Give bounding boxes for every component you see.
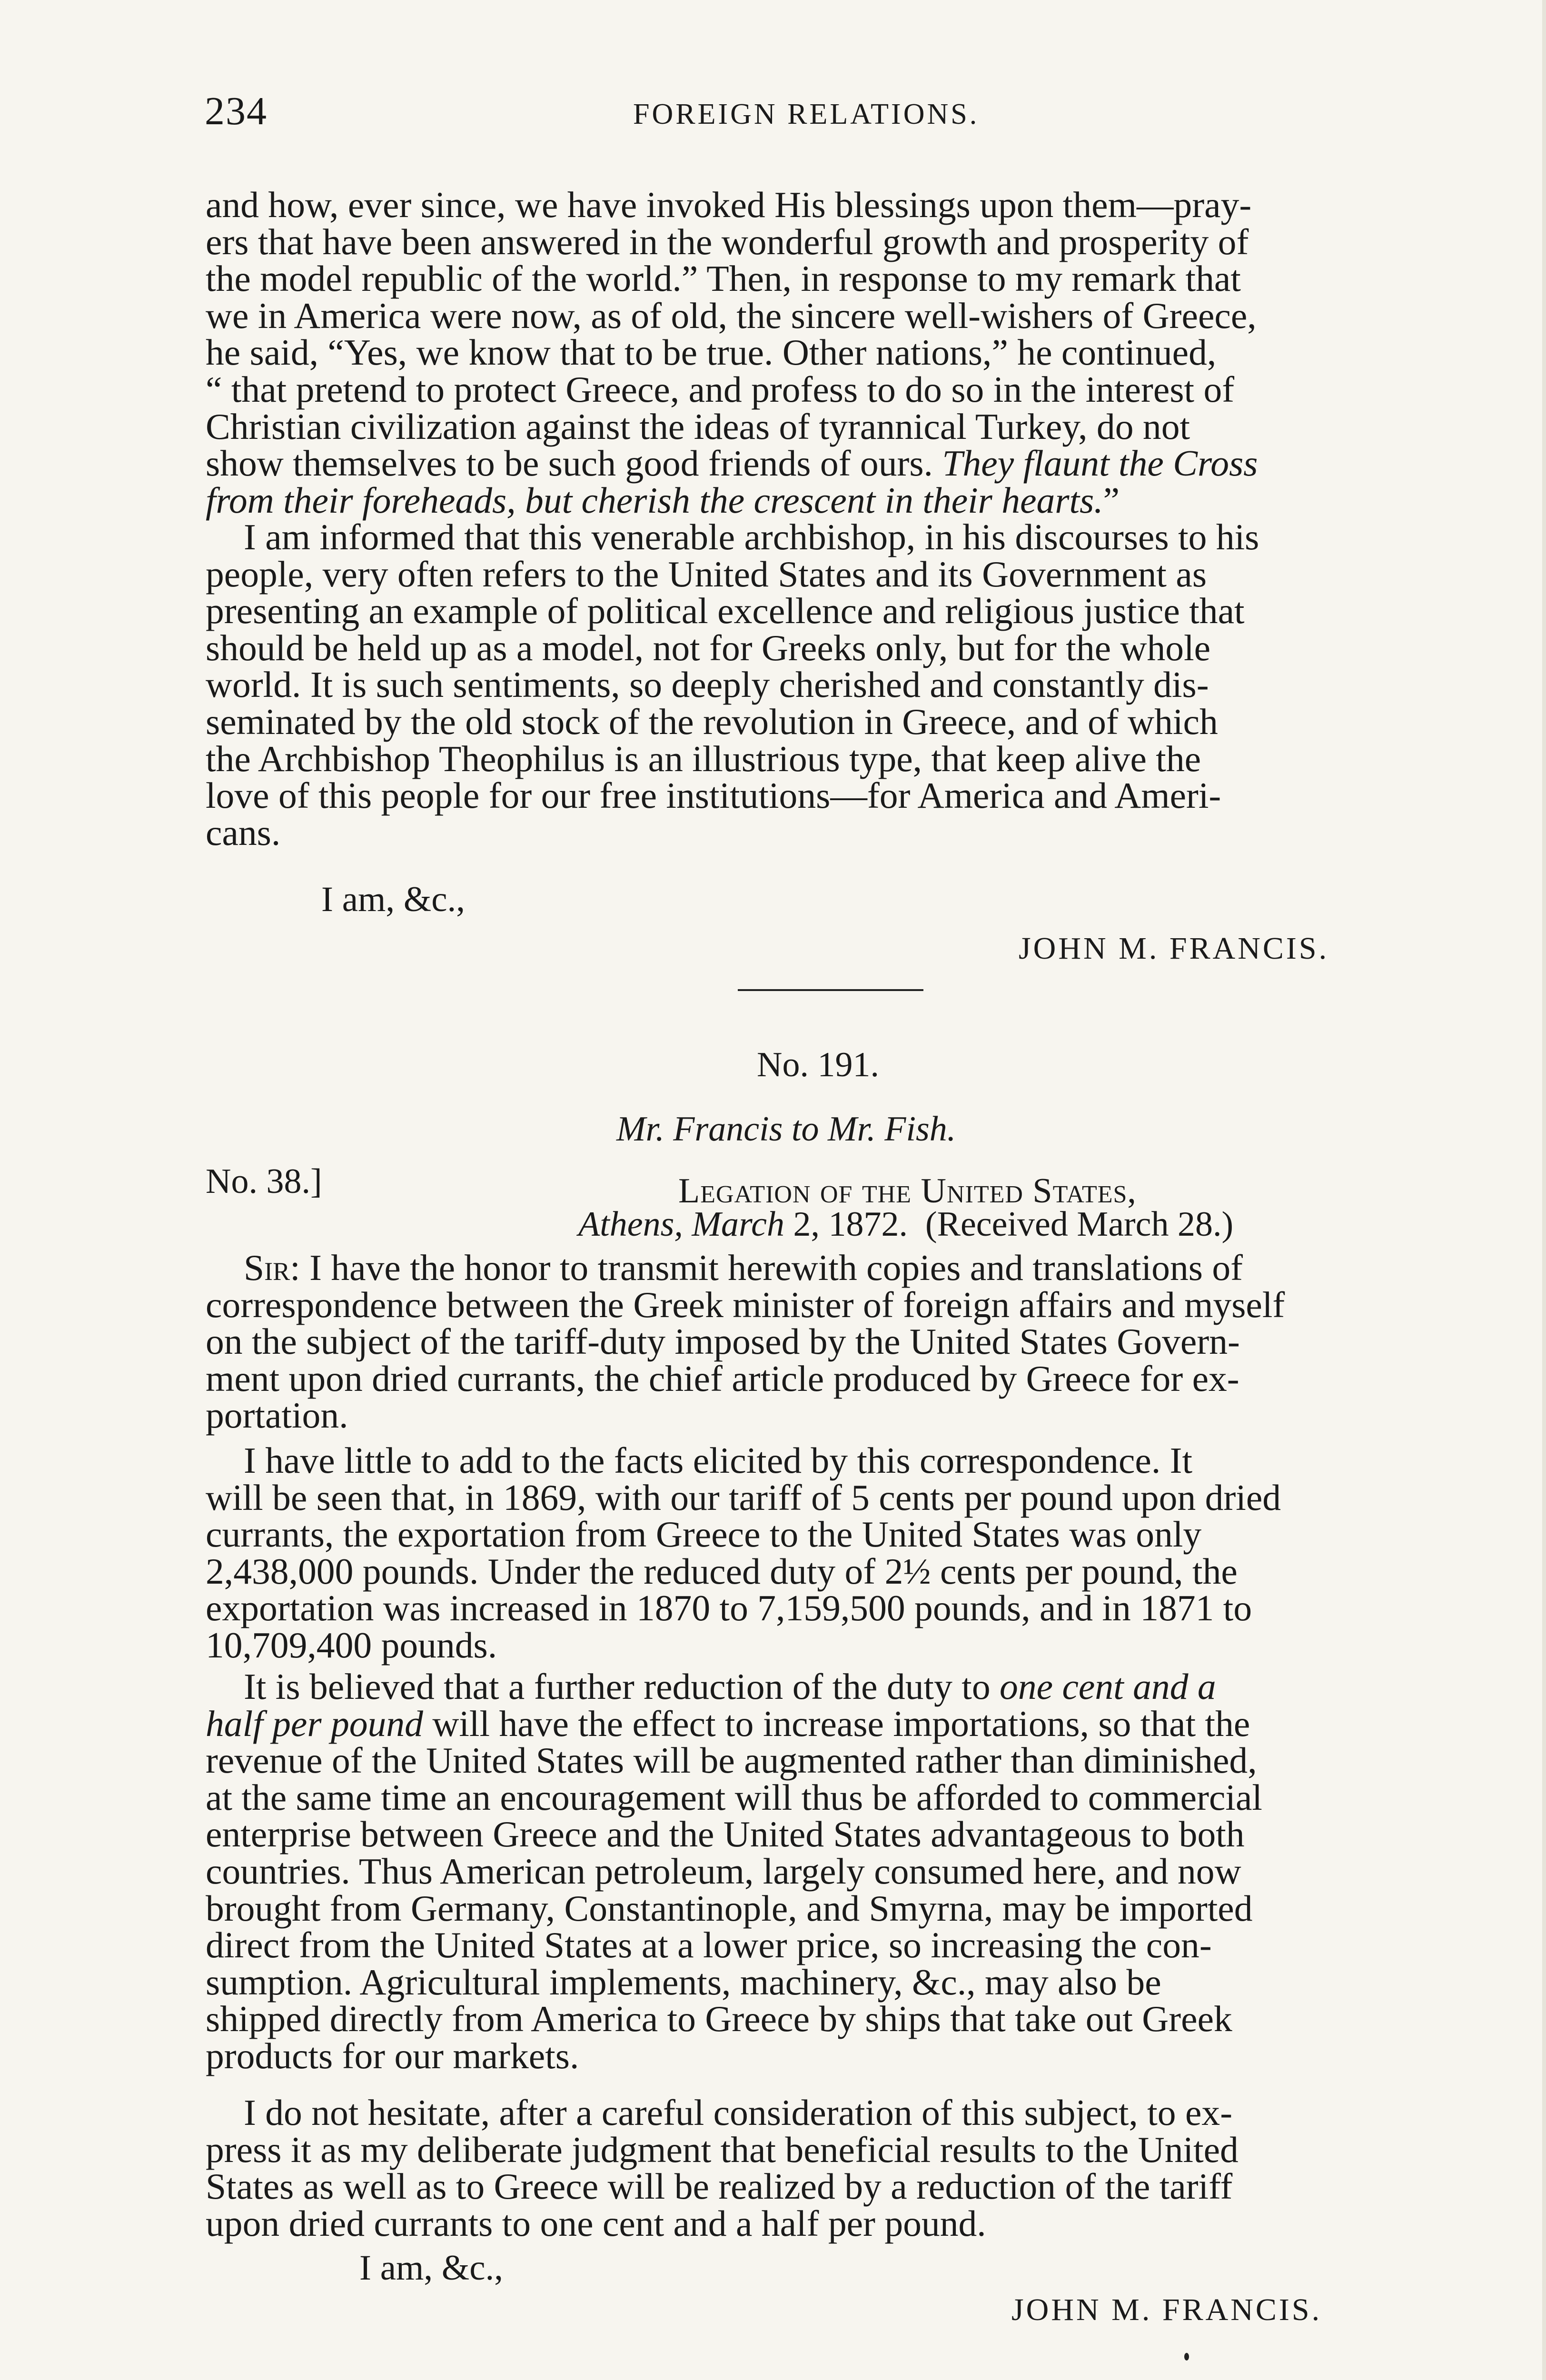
text-line: we in America were now, as of old, the sincere well-wishers of Greece, [206, 295, 1257, 336]
text-line: presenting an example of political excellence and religious justice that [206, 590, 1245, 632]
text-line: currants, the exportation from Greece to the United States was only [206, 1514, 1202, 1555]
text-line: the model republic of the world.” Then, in response to my remark that [206, 258, 1241, 299]
text-line: upon dried currants to one cent and a half per pound. [206, 2202, 986, 2244]
text-segment: : I have the honor to transmit herewith copies and translations of [290, 1247, 1243, 1288]
scan-edge [1542, 0, 1546, 2380]
text-line: seminated by the old stock of the revolution in Greece, and of which [206, 701, 1218, 742]
text-line: products for our markets. [206, 2035, 579, 2076]
letter1-signature: JOHN M. FRANCIS. [1019, 931, 1329, 966]
text-line: sumption. Agricultural implements, machinery, &c., may also be [206, 1961, 1161, 2003]
letter1-paragraph-2 [206, 516, 1450, 853]
text-line: ment upon dried currants, the chief article produced by Greece for ex- [206, 1358, 1239, 1399]
text-line: and how, ever since, we have invoked His blessings upon them—pray- [206, 184, 1252, 225]
document-number: No. 191. [757, 1045, 879, 1084]
text-line: exportation was increased in 1870 to 7,159,500 pounds, and in 1871 to [206, 1587, 1252, 1629]
text-line: he said, “Yes, we know that to be true. Other nations,” he continued, [206, 332, 1217, 373]
dateline [578, 1204, 1233, 1245]
italic-quote: They flaunt the Cross [942, 443, 1258, 484]
salutation: Sir [244, 1247, 290, 1288]
letter2-paragraph-3 [206, 1668, 1450, 2075]
text-line: cans. [206, 812, 281, 853]
text-line: at the same time an encouragement will thus be afforded to commercial [206, 1776, 1262, 1818]
section-divider [738, 989, 923, 991]
text-line: ers that have been answered in the wonderful growth and prosperity of [206, 221, 1249, 262]
text-line: enterprise between Greece and the United States advantageous to both [206, 1814, 1245, 1855]
text-line [206, 1247, 1450, 1288]
text-line: 10,709,400 pounds. [206, 1624, 497, 1666]
running-head [205, 88, 1452, 140]
italic-phrase: one cent and a [1000, 1666, 1216, 1707]
text-line: love of this people for our free institutions—for America and Ameri- [206, 775, 1221, 816]
text-line: correspondence between the Greek minister of foreign affairs and myself [206, 1284, 1285, 1325]
text-line [206, 479, 1450, 521]
letter2-paragraph-2 [206, 1442, 1450, 1664]
text-line: I am informed that this venerable archbishop, in his discourses to his [244, 516, 1259, 557]
italic-phrase: half per pound [206, 1703, 423, 1744]
despatch-number: No. 38.] [206, 1162, 322, 1201]
text-line: I have little to add to the facts elicited by this correspondence. It [244, 1440, 1193, 1481]
text-line: will be seen that, in 1869, with our tariff of 5 cents per pound upon dried [206, 1477, 1281, 1518]
text-line: revenue of the United States will be augmented rather than diminished, [206, 1740, 1257, 1781]
text-segment: will have the effect to increase importations, so that the [423, 1703, 1250, 1744]
page-number: 234 [205, 89, 268, 133]
text-line: 2,438,000 pounds. Under the reduced duty of 2½ cents per pound, the [206, 1550, 1238, 1592]
italic-quote: from their foreheads, but cherish the crescent in their hearts. [206, 479, 1103, 521]
document-heading: Mr. Francis to Mr. Fish. [616, 1110, 956, 1149]
text-line: direct from the United States at a lower price, so increasing the con- [206, 1924, 1212, 1966]
letter2-paragraph-4 [206, 2094, 1450, 2242]
date-place: Athens, March [578, 1205, 784, 1244]
text-line: “ that pretend to protect Greece, and profess to do so in the interest of [206, 368, 1235, 410]
text-segment: show themselves to be such good friends of ours. [206, 443, 942, 484]
text-line: world. It is such sentiments, so deeply cherished and constantly dis- [206, 664, 1209, 705]
text-segment: It is believed that a further reduction of the duty to [244, 1666, 1000, 1707]
text-line: on the subject of the tariff-duty imposed by the United States Govern- [206, 1321, 1240, 1362]
ink-speck [1184, 2353, 1189, 2360]
text-segment: ” [1103, 479, 1120, 521]
letter1-paragraph-1 [206, 184, 1450, 521]
text-line [206, 445, 1450, 482]
letter2-closing: I am, &c., [359, 2248, 503, 2288]
text-line: countries. Thus American petroleum, largely consumed here, and now [206, 1850, 1241, 1892]
legation-line: Legation of the United States, [678, 1171, 1137, 1210]
text-line: press it as my deliberate judgment that beneficial results to the United [206, 2129, 1239, 2170]
text-line: shipped directly from America to Greece by ships that take out Greek [206, 1998, 1232, 2040]
text-line [206, 1703, 1450, 1744]
text-line: should be held up as a model, not for Greeks only, but for the whole [206, 627, 1211, 668]
received-note: (Received March 28.) [925, 1205, 1234, 1244]
text-line: Christian civilization against the ideas of tyrannical Turkey, do not [206, 406, 1190, 447]
text-line: brought from Germany, Constantinople, and Smyrna, may be imported [206, 1887, 1253, 1929]
text-line: the Archbishop Theophilus is an illustrious type, that keep alive the [206, 738, 1201, 779]
text-line [206, 1668, 1450, 1706]
text-line: States as well as to Greece will be realized by a reduction of the tariff [206, 2166, 1233, 2207]
text-line: portation. [206, 1395, 348, 1436]
text-line: people, very often refers to the United States and its Government as [206, 553, 1207, 595]
text-line: I do not hesitate, after a careful consideration of this subject, to ex- [244, 2092, 1233, 2133]
date-rest: 2, 1872. [784, 1205, 908, 1244]
letter1-closing: I am, &c., [321, 880, 465, 919]
running-title: FOREIGN RELATIONS. [633, 98, 980, 130]
letter2-paragraph-1 [206, 1247, 1450, 1436]
letter2-signature: JOHN M. FRANCIS. [1011, 2292, 1322, 2327]
